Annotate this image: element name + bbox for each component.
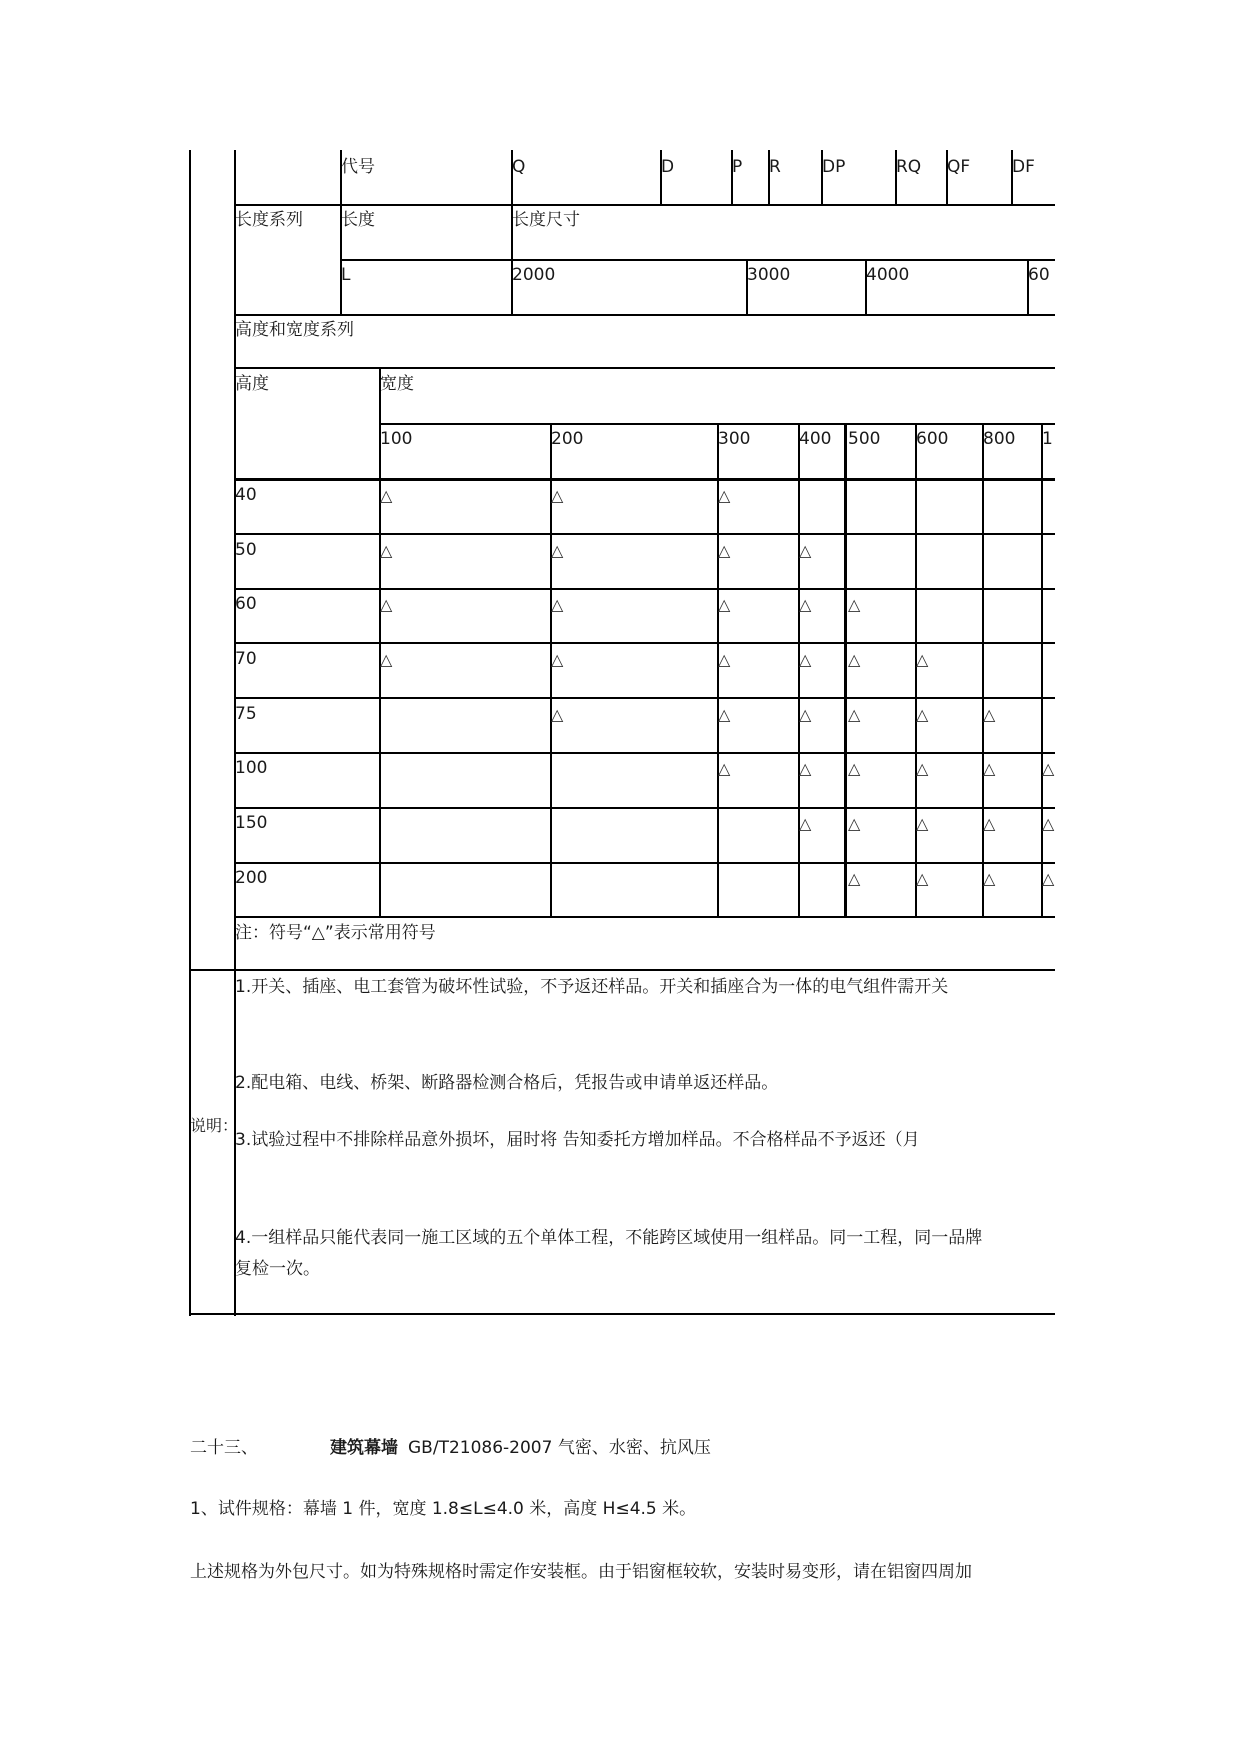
col-divider — [798, 423, 800, 916]
code-cell: DF — [1012, 157, 1035, 177]
height-cell: 40 — [235, 485, 257, 505]
common-size-mark: △ — [799, 814, 812, 833]
height-cell: 100 — [235, 758, 268, 778]
row-divider — [234, 807, 1055, 809]
common-size-mark: △ — [983, 759, 996, 778]
explanation-item: 4.一组样品只能代表同一施工区域的五个单体工程，不能跨区域使用一组样品。同一工程，同一品牌 — [235, 1228, 983, 1248]
code-cell: P — [732, 157, 743, 177]
height-cell: 75 — [235, 704, 257, 724]
common-size-mark: △ — [718, 541, 731, 560]
width-header: 500 — [848, 429, 881, 449]
explanation-item: 2.配电箱、电线、桥架、断路器检测合格后，凭报告或申请单返还样品。 — [235, 1073, 779, 1093]
length-size: 2000 — [512, 265, 556, 285]
row-divider — [340, 259, 1055, 261]
height-cell: 50 — [235, 540, 257, 560]
section-line: 1、试件规格：幕墙 1 件，宽度 1.8≤L≤4.0 米，高度 H≤4.5 米。 — [190, 1499, 697, 1519]
row-divider — [234, 862, 1055, 864]
section-title-rest: GB/T21086-2007 气密、水密、抗风压 — [408, 1438, 711, 1458]
common-size-mark: △ — [718, 595, 731, 614]
col-divider — [844, 423, 847, 916]
row-divider — [234, 752, 1055, 754]
common-size-mark: △ — [916, 705, 929, 724]
common-size-mark: △ — [799, 650, 812, 669]
col-divider — [915, 423, 917, 916]
common-size-mark: △ — [848, 595, 861, 614]
section-line: 上述规格为外包尺寸。如为特殊规格时需定作安装框。由于铝窗框较软，安装时易变形，请在铝窗四周加 — [190, 1562, 972, 1582]
col-divider — [379, 367, 381, 916]
common-size-mark: △ — [848, 869, 861, 888]
length-size: 4000 — [866, 265, 910, 285]
length-size: 60 — [1028, 265, 1050, 285]
row-divider — [234, 642, 1055, 644]
explanation-item: 1.开关、插座、电工套管为破坏性试验，不予返还样品。开关和插座合为一体的电气组件需开关 — [235, 977, 949, 997]
common-size-mark: △ — [983, 869, 996, 888]
explanation-item: 复检一次。 — [235, 1259, 320, 1279]
row-divider — [234, 697, 1055, 699]
code-cell: RQ — [896, 157, 922, 177]
row-divider — [234, 367, 1055, 369]
hw-series-title: 高度和宽度系列 — [235, 320, 354, 340]
common-size-mark: △ — [551, 650, 564, 669]
common-size-mark: △ — [916, 759, 929, 778]
table-bottom-border — [189, 1313, 1055, 1315]
common-size-mark: △ — [848, 650, 861, 669]
common-size-mark: △ — [1042, 759, 1055, 778]
explanation-label: 说明： — [190, 1116, 239, 1135]
code-cell: QF — [947, 157, 971, 177]
row-divider — [234, 478, 1055, 481]
height-label: 高度 — [235, 374, 269, 394]
common-size-mark: △ — [983, 814, 996, 833]
common-size-mark: △ — [551, 705, 564, 724]
common-size-mark: △ — [551, 486, 564, 505]
table-outer-left-border — [189, 150, 191, 1316]
height-cell: 200 — [235, 868, 268, 888]
common-size-mark: △ — [1042, 814, 1055, 833]
width-header: 400 — [799, 429, 832, 449]
common-size-mark: △ — [983, 705, 996, 724]
code-cell: Q — [512, 157, 526, 177]
code-cell: R — [769, 157, 781, 177]
row-divider — [234, 588, 1055, 590]
width-header: 800 — [983, 429, 1016, 449]
row-divider — [189, 969, 1055, 971]
height-cell: 60 — [235, 594, 257, 614]
explanation-item: 3.试验过程中不排除样品意外损坏，届时将 告知委托方增加样品。不合格样品不予返还（月 — [235, 1130, 920, 1150]
length-size: 3000 — [747, 265, 791, 285]
width-header: 300 — [718, 429, 751, 449]
row-divider — [234, 204, 1055, 206]
length-label: 长度 — [341, 210, 375, 230]
common-size-mark: △ — [718, 486, 731, 505]
common-size-mark: △ — [718, 705, 731, 724]
common-size-mark: △ — [718, 759, 731, 778]
height-cell: 150 — [235, 813, 268, 833]
common-size-mark: △ — [916, 650, 929, 669]
length-symbol: L — [341, 265, 351, 285]
length-series-title: 长度系列 — [235, 210, 303, 230]
section-number: 二十三、 — [190, 1438, 258, 1458]
common-size-mark: △ — [380, 650, 393, 669]
common-size-mark: △ — [799, 541, 812, 560]
col-divider — [1041, 423, 1043, 916]
common-size-mark: △ — [1042, 869, 1055, 888]
common-size-mark: △ — [380, 486, 393, 505]
common-size-mark: △ — [916, 814, 929, 833]
common-size-mark: △ — [380, 541, 393, 560]
common-size-mark: △ — [551, 595, 564, 614]
common-size-mark: △ — [916, 869, 929, 888]
width-header: 600 — [916, 429, 949, 449]
height-cell: 70 — [235, 649, 257, 669]
table-note: 注：符号“△”表示常用符号 — [235, 923, 436, 943]
width-header: 1 — [1042, 429, 1053, 449]
section-title-bold: 建筑幕墙 — [330, 1438, 398, 1458]
code-cell: D — [661, 157, 675, 177]
common-size-mark: △ — [848, 814, 861, 833]
common-size-mark: △ — [848, 759, 861, 778]
common-size-mark: △ — [799, 705, 812, 724]
code-label: 代号 — [341, 157, 375, 177]
common-size-mark: △ — [799, 759, 812, 778]
common-size-mark: △ — [551, 541, 564, 560]
width-header: 100 — [380, 429, 413, 449]
row-divider — [234, 533, 1055, 535]
common-size-mark: △ — [380, 595, 393, 614]
row-divider — [234, 916, 1055, 918]
width-label: 宽度 — [380, 374, 414, 394]
common-size-mark: △ — [718, 650, 731, 669]
common-size-mark: △ — [848, 705, 861, 724]
code-cell: DP — [822, 157, 846, 177]
length-size-label: 长度尺寸 — [512, 210, 580, 230]
width-header: 200 — [551, 429, 584, 449]
row-divider — [234, 314, 1055, 316]
common-size-mark: △ — [799, 595, 812, 614]
col-divider — [982, 423, 984, 916]
